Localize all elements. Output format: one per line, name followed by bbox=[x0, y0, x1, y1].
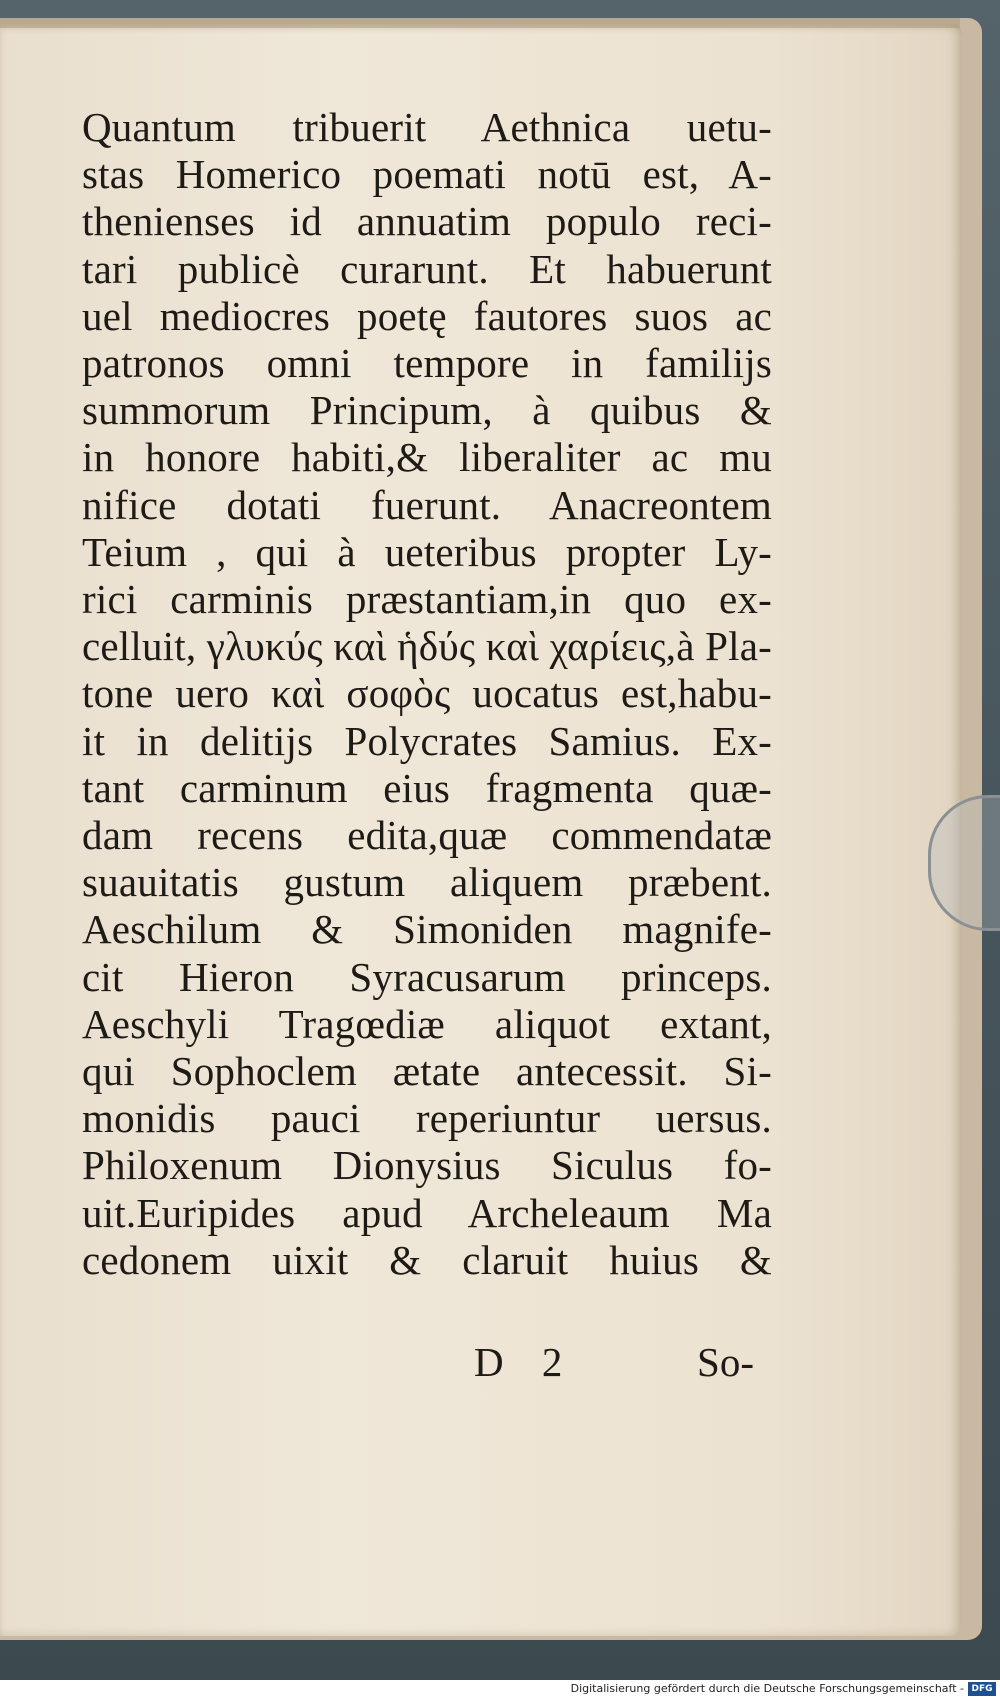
signature-line bbox=[474, 1338, 754, 1386]
text-line: Aeschilum & Simoniden magnife- bbox=[82, 906, 772, 953]
text-line: Philoxenum Dionysius Siculus fo- bbox=[82, 1142, 772, 1189]
dfg-logo: DFG bbox=[968, 1682, 996, 1696]
text-line: cit Hieron Syracusarum princeps. bbox=[82, 953, 772, 1000]
text-line: summorum Principum, à quibus & bbox=[82, 387, 772, 434]
footer-credit: Digitalisierung gefördert durch die Deutsche Forschungsgemeinschaft - bbox=[570, 1682, 964, 1695]
page-top-edge bbox=[0, 18, 960, 28]
text-line: Quantum tribuerit Aethnica uetu- bbox=[82, 104, 772, 150]
catchword: So- bbox=[697, 1339, 754, 1385]
text-line: in honore habiti,& liberaliter ac mu bbox=[82, 434, 772, 481]
text-line: rici carminis præstantiam,in quo ex- bbox=[82, 576, 772, 623]
text-line: uit.Euripides apud Archeleaum Ma bbox=[82, 1189, 772, 1236]
text-line: patronos omni tempore in familijs bbox=[82, 340, 772, 387]
text-line: celluit, γλυκύς καὶ ἡδύς καὶ χαρίεις,à Pla- bbox=[82, 623, 772, 670]
text-line: suauitatis gustum aliquem præbent. bbox=[82, 859, 772, 906]
text-line: tant carminum eius fragmenta quæ- bbox=[82, 764, 772, 811]
text-line: Aeschyli Tragœdiæ aliquot extant, bbox=[82, 1000, 772, 1047]
text-line: it in delitijs Polycrates Samius. Ex- bbox=[82, 717, 772, 764]
text-line: Teium , qui à ueteribus propter Ly- bbox=[82, 528, 772, 575]
text-line: qui Sophoclem ætate antecessit. Si- bbox=[82, 1048, 772, 1095]
signature-mark: D 2 bbox=[474, 1339, 577, 1385]
text-line: dam recens edita,quæ commendatæ bbox=[82, 812, 772, 859]
text-line: stas Homerico poemati notū est, A- bbox=[82, 151, 772, 198]
text-line: monidis pauci reperiuntur uersus. bbox=[82, 1095, 772, 1142]
text-line: tari publicè curarunt. Et habuerunt bbox=[82, 245, 772, 292]
text-line: uel mediocres poetę fautores suos ac bbox=[82, 292, 772, 339]
text-line: cedonem uixit & claruit huius & bbox=[82, 1236, 772, 1283]
text-line: tone uero καὶ σοφὸς uocatus est,habu- bbox=[82, 670, 772, 717]
text-line: thenienses id annuatim populo reci- bbox=[82, 198, 772, 245]
body-text bbox=[82, 104, 772, 1284]
text-line: nifice dotati fuerunt. Anacreontem bbox=[82, 481, 772, 528]
